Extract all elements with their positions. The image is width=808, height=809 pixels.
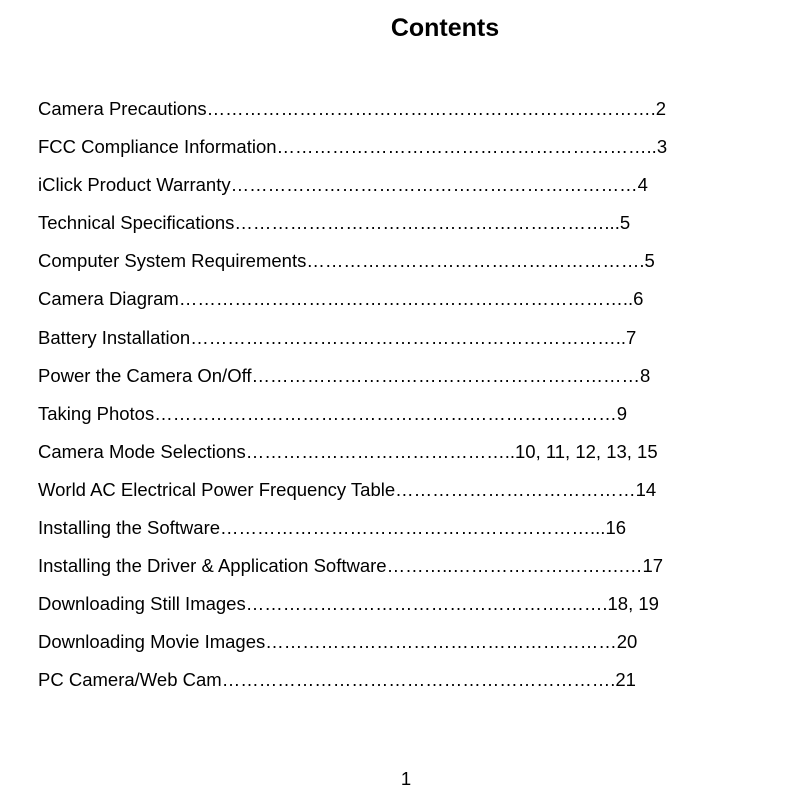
toc-entry-leader: ……………………………………………………… (251, 364, 641, 386)
toc-entry-power-frequency-table (38, 477, 778, 515)
toc-entry-label: Installing the Driver & Application Software (38, 555, 387, 577)
toc-entry-page: 9 (616, 402, 628, 424)
toc-entry-page: 21 (615, 669, 636, 691)
toc-entry-page: 6 (633, 288, 644, 310)
toc-entry-label: Power the Camera On/Off (38, 364, 252, 386)
toc-entry-installing-driver (38, 553, 778, 591)
toc-entry-battery-installation (38, 325, 778, 363)
toc-entry-label: Downloading Still Images (38, 593, 246, 615)
toc-entry-leader: ………………………………………………………… (230, 174, 638, 196)
toc-entry-leader: ………………………………………………………. (221, 669, 616, 691)
toc-entry-leader: ………………………………………………………………. (206, 98, 656, 119)
toc-entry-camera-diagram (38, 286, 778, 324)
toc-entry-page: 5 (619, 212, 631, 234)
toc-entry-leader: …………………………………….. (245, 440, 515, 462)
toc-entry-label: Technical Specifications (38, 212, 235, 234)
toc-entry-page: 7 (625, 326, 637, 348)
toc-entry-label: Camera Precautions (38, 98, 207, 119)
page-number: 1 (400, 768, 412, 789)
toc-entry-downloading-still-images (38, 591, 778, 629)
toc-entry-leader: …………………………………………………….. (276, 136, 657, 158)
toc-entry-label: Computer System Requirements (38, 250, 307, 272)
toc-entry-leader: ………………………………………………… (265, 631, 617, 653)
toc-entry-label: Taking Photos (38, 402, 155, 424)
toc-entry-leader: ……………………………………………………………….. (178, 288, 634, 310)
toc-entry-page: 14 (635, 478, 657, 500)
toc-entry-pc-camera-web-cam (38, 667, 778, 705)
toc-entry-label: FCC Compliance Information (38, 136, 277, 158)
toc-entry-page: 8 (640, 364, 651, 386)
toc-entry-leader: ………………………………………………. (306, 250, 645, 272)
toc-entry-technical-specifications (38, 210, 778, 248)
toc-entry-label: Installing the Software (38, 517, 221, 539)
toc-entry-page: 20 (616, 631, 638, 653)
toc-entry-fcc-compliance (38, 134, 778, 172)
toc-entry-label: World AC Electrical Power Frequency Table (38, 478, 396, 500)
toc-entry-page: 10, 11, 12, 13, 15 (515, 440, 658, 462)
table-of-contents (38, 96, 778, 706)
toc-entry-page: 3 (656, 136, 668, 158)
toc-entry-label: iClick Product Warranty (38, 174, 231, 196)
toc-entry-page: 5 (644, 250, 655, 272)
toc-entry-camera-mode-selections (38, 439, 778, 477)
toc-entry-label: Camera Diagram (38, 288, 179, 310)
toc-entry-taking-photos (38, 401, 778, 439)
toc-entry-label: PC Camera/Web Cam (38, 669, 222, 691)
toc-entry-page: 17 (642, 555, 664, 577)
toc-entry-leader: ………………………………………………………………… (154, 402, 617, 424)
toc-entry-leader: ………………………………… (395, 478, 636, 500)
toc-entry-camera-precautions (38, 96, 778, 134)
toc-entry-page: 18, 19 (607, 593, 659, 615)
page-title: Contents (390, 14, 500, 42)
toc-entry-page: 16 (605, 517, 627, 539)
toc-entry-leader: …………………………………………………………….. (190, 326, 626, 348)
toc-entry-leader: ……………………………………………………... (234, 212, 620, 234)
toc-entry-label: Battery Installation (38, 326, 191, 348)
toc-entry-downloading-movie-images (38, 629, 778, 667)
toc-entry-label: Camera Mode Selections (38, 440, 246, 462)
toc-entry-system-requirements (38, 248, 778, 286)
toc-entry-leader: ………..……………………….… (386, 555, 643, 577)
toc-entry-product-warranty (38, 172, 778, 210)
toc-entry-leader: …………………………………………….……. (245, 593, 608, 615)
toc-entry-page: 2 (655, 98, 667, 119)
toc-entry-leader: ……………………………………………………... (220, 517, 606, 539)
toc-entry-power-on-off (38, 363, 778, 401)
toc-entry-page: 4 (637, 174, 648, 196)
toc-entry-installing-software (38, 515, 778, 553)
toc-entry-label: Downloading Movie Images (38, 631, 266, 653)
